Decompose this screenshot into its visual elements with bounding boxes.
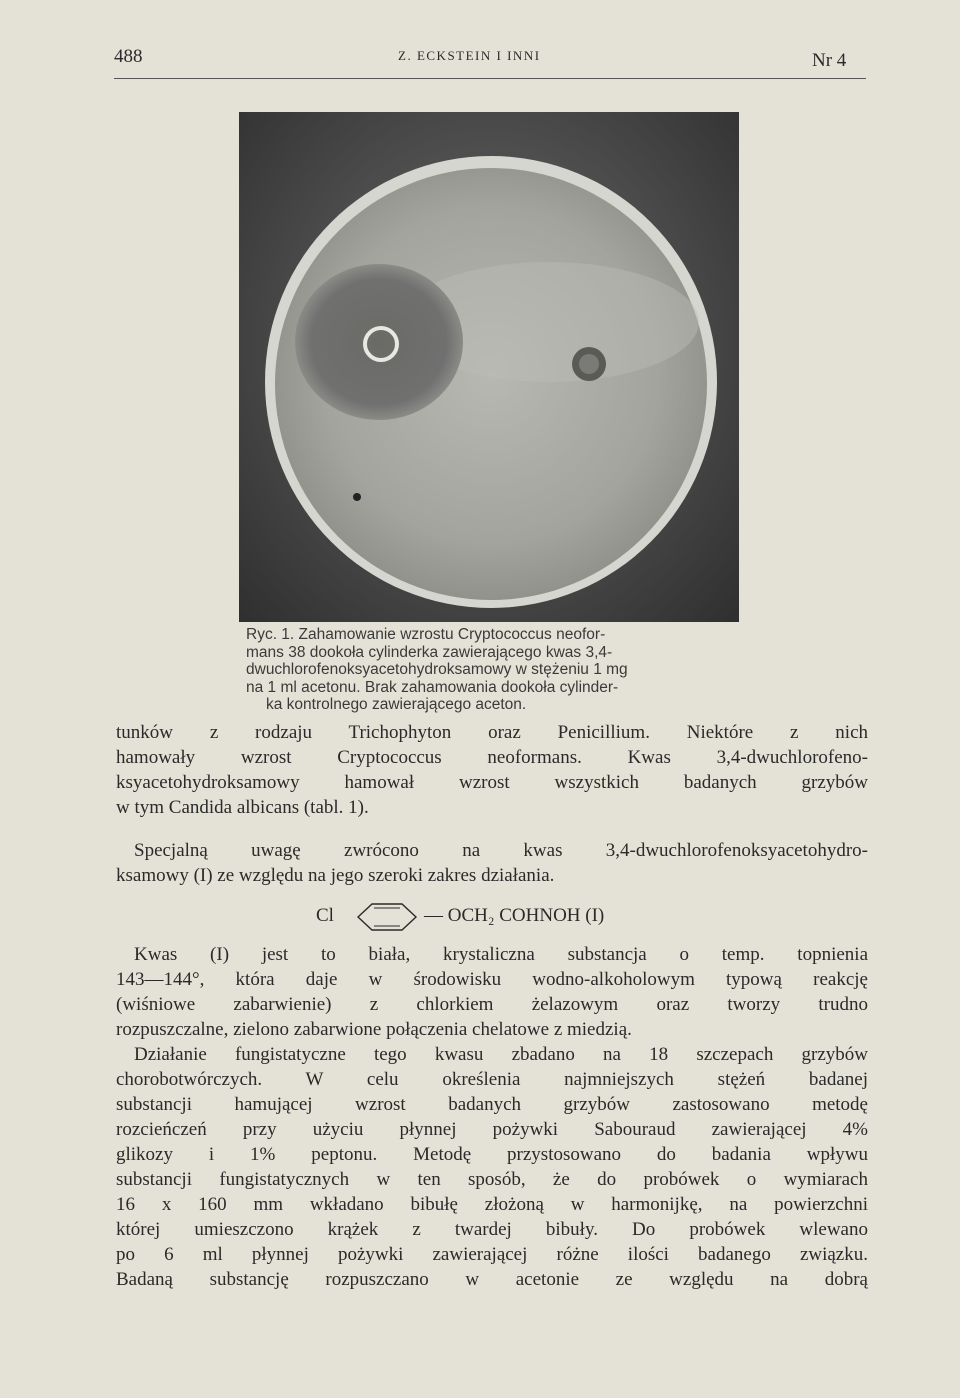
- header-rule: [114, 78, 866, 79]
- text-line: (wiśniowe zabarwienie) z chlorkiem żelazowym oraz tworzy trudno: [116, 994, 868, 1015]
- text-line: glikozy i 1% peptonu. Metodę przystosowano do badania wpływu: [116, 1144, 868, 1165]
- text-line: substancji hamującej wzrost badanych grzybów zastosowano metodę: [116, 1094, 868, 1115]
- text-line: substancji fungistatycznych w ten sposób, że do probówek o wymiarach: [116, 1169, 868, 1190]
- text-line: Kwas (I) jest to biała, krystaliczna substancja o temp. topnienia: [134, 944, 868, 965]
- caption-line: mans 38 dookoła cylinderka zawierającego kwas 3,4-: [246, 643, 613, 661]
- text-line: tunków z rodzaju Trichophyton oraz Penicillium. Niektóre z nich: [116, 722, 868, 743]
- running-head-authors: Z. ECKSTEIN I INNI: [398, 48, 541, 63]
- paragraph-2: [116, 838, 868, 888]
- paragraph-3: [116, 942, 868, 1042]
- issue-number: Nr 4: [812, 50, 847, 71]
- paragraph-4: [116, 1042, 868, 1292]
- caption-line: dwuchlorofenoksyacetohydroksamowy w stężeniu 1 mg: [246, 661, 628, 678]
- text-line: Działanie fungistatyczne tego kwasu zbadano na 18 szczepach grzybów: [134, 1044, 868, 1065]
- inhibition-zone: [295, 264, 463, 420]
- text-line: ksamowy (I) ze względu na jego szeroki zakres działania.: [116, 865, 555, 886]
- page-number: 488: [114, 46, 143, 67]
- text-line: 143—144°, która daje w środowisku wodno-alkoholowym typową reakcję: [116, 969, 868, 990]
- caption-line: ka kontrolnego zawierającego aceton.: [266, 696, 527, 713]
- formula-substituent: — OCH₂ COHNOH (I): [424, 905, 605, 926]
- text-line: Specjalną uwagę zwrócono na kwas 3,4-dwuchlorofenoksyacetohydro-: [134, 840, 868, 861]
- text-line: po 6 ml płynnej pożywki zawierającej różne ilości badanego związku.: [116, 1244, 868, 1265]
- figure-caption: [246, 626, 746, 714]
- text-line: hamowały wzrost Cryptococcus neoformans. Kwas 3,4-dwuchlorofeno-: [116, 747, 868, 768]
- petri-dish-illustration: [239, 112, 739, 622]
- text-line: 16 x 160 mm wkładano bibułę złożoną w harmonijkę, na powierzchni: [116, 1194, 868, 1215]
- paragraph-1: [116, 720, 868, 820]
- text-line: rozpuszczalne, zielono zabarwione połączenia chelatowe z miedzią.: [116, 1019, 632, 1040]
- benzene-ring-icon: [350, 900, 422, 934]
- petri-dish-photo: [239, 112, 739, 622]
- text-line: której umieszczono krążek z twardej bibuły. Do probówek wlewano: [116, 1219, 868, 1240]
- caption-line: Ryc. 1. Zahamowanie wzrostu Cryptococcus neofor-: [246, 626, 606, 643]
- text-line: ksyacetohydroksamowy hamował wzrost wszystkich badanych grzybów: [116, 772, 868, 793]
- text-line: rozcieńczeń przy użyciu płynnej pożywki Sabouraud zawierającej 4%: [116, 1119, 868, 1140]
- text-line: w tym Candida albicans (tabl. 1).: [116, 797, 369, 818]
- text-line: Badaną substancję rozpuszczano w acetonie ze względu na dobrą: [116, 1269, 868, 1290]
- caption-line: na 1 ml acetonu. Brak zahamowania dookoła cylinder-: [246, 678, 619, 696]
- formula-chlorine: Cl: [316, 905, 334, 926]
- text-line: chorobotwórczych. W celu określenia najmniejszych stężeń badanej: [116, 1069, 868, 1090]
- chemical-formula: [312, 900, 672, 936]
